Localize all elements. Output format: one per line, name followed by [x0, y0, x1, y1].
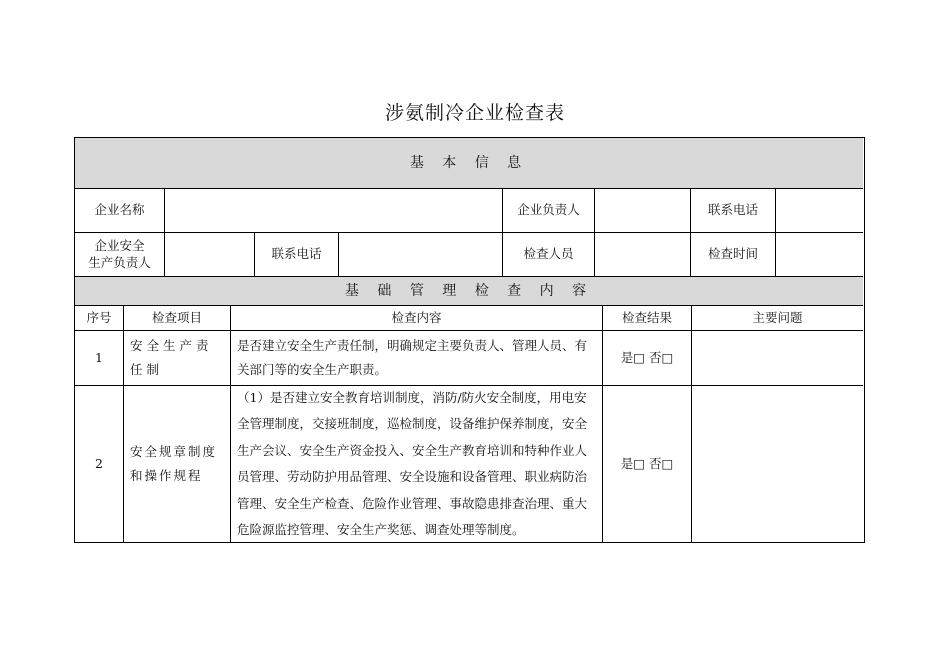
row-1-content: 是否建立安全生产责任制，明确规定主要负责人、管理人员、有关部门等的安全生产职责。	[230, 330, 602, 385]
section-basic-info: 基 本 信 息	[75, 138, 863, 188]
row-2-no: 2	[75, 385, 123, 542]
label-inspect-time: 检查时间	[690, 232, 775, 276]
label-contact-phone-2: 联系电话	[254, 232, 338, 276]
row-1-no: 1	[75, 330, 123, 385]
value-contact-phone[interactable]	[775, 188, 863, 232]
row-1-item: 安全生产责任制	[123, 330, 230, 385]
value-contact-phone-2[interactable]	[338, 232, 502, 276]
col-header-issue: 主要问题	[691, 305, 863, 330]
col-header-item: 检查项目	[123, 305, 230, 330]
label-company-name: 企业名称	[75, 188, 164, 232]
page-title: 涉氨制冷企业检查表	[384, 102, 565, 124]
row-2-item: 安全规章制度和操作规程	[123, 385, 230, 542]
col-header-content: 检查内容	[230, 305, 602, 330]
value-company-head[interactable]	[594, 188, 690, 232]
label-company-head: 企业负责人	[502, 188, 594, 232]
label-inspector: 检查人员	[502, 232, 594, 276]
label-safety-head: 企业安全 生产负责人	[75, 232, 164, 276]
col-header-no: 序号	[75, 305, 123, 330]
value-company-name[interactable]	[164, 188, 502, 232]
value-inspect-time[interactable]	[775, 232, 863, 276]
inspection-table	[74, 137, 865, 543]
row-2-content: （1）是否建立安全教育培训制度，消防/防火安全制度，用电安全管理制度，交接班制度，巡检制度，设备维护保养制度，安全生产会议、安全生产资金投入、安全生产教育培训和特种作业人员管理、劳动防护用品管理、安全设施和设备管理、职业病防治管理、安全生产检查、危险作业管理、事故隐患排查治理、重大危险源监控管理、安全生产奖惩、调查处理等制度。	[230, 385, 602, 542]
row-2-issue[interactable]	[691, 385, 863, 542]
label-contact-phone: 联系电话	[690, 188, 775, 232]
value-inspector[interactable]	[594, 232, 690, 276]
row-1-issue[interactable]	[691, 330, 863, 385]
col-header-result: 检查结果	[602, 305, 691, 330]
section-mgmt: 基 础 管 理 检 查 内 容	[75, 276, 863, 305]
value-safety-head[interactable]	[164, 232, 254, 276]
row-1-result[interactable]: 是□ 否□	[602, 330, 691, 385]
row-2-result[interactable]: 是□ 否□	[602, 385, 691, 542]
